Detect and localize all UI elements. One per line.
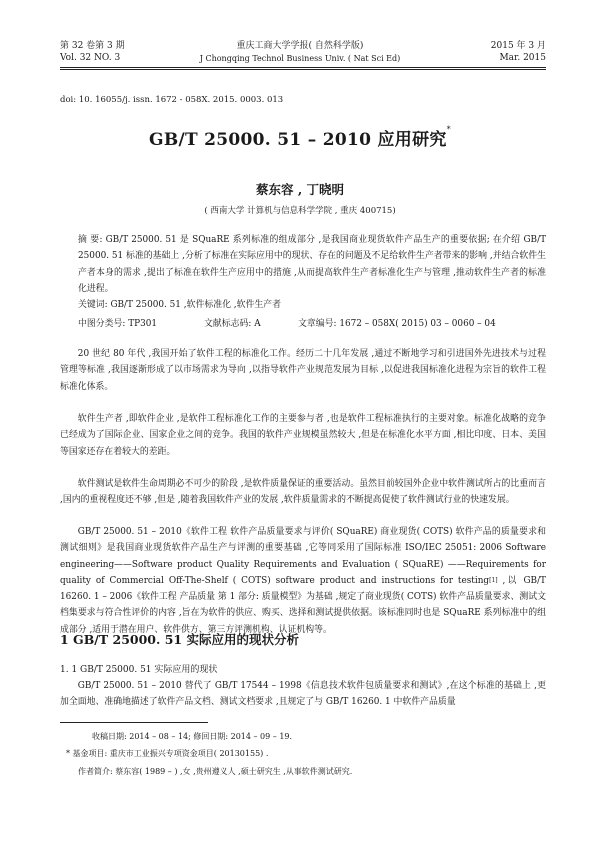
abstract-text: GB/T 25000. 51 是 SQuaRE 系列标准的组成部分 ,是我国商业现货软件产品生产的重要依据; 在介绍 GB/T 25000. 51 标准的基础上 ,分析了标准在实际应用中的现状、存在的问题及不足给软件生产者带来的影响 ,并结合软件生产者本身的需求 ,提出了标准在软件生产应用中的措施 ,从而提高软件生产者标准化生产与管理 ,推动软件生产者的标准化进程。 (78, 235, 546, 294)
section-1-heading: 1 GB/T 25000. 51 实际应用的现状分析 (60, 632, 299, 647)
clc-value: TP301 (125, 319, 158, 329)
footnote-rule (60, 722, 208, 723)
header-journal-cn: 重庆工商大学学报( 自然科学版) (236, 41, 364, 51)
clc-label: 中图分类号: (78, 319, 126, 329)
body-paragraph-3: 软件测试是软件生命周期必不可少的阶段 ,是软件质量保证的重要活动。虽然目前较国外企业中软件测试所占的比重而言 ,国内的重视程度还不够 ,但是 ,随着我国软件产业的发展 ,软件质量需求的不断提高促使了软件测试行业的快速发展。 (60, 479, 546, 506)
keywords-text: GB/T 25000. 51 ,软件标准化 ,软件生产者 (107, 300, 281, 310)
body-paragraph-1: 20 世纪 80 年代 ,我国开始了软件工程的标准化工作。经历二十几年发展 ,通过不断地学习和引进国外先进技术与过程管理等标准 ,我国逐渐形成了以市场需求为导向 ,以指导软件产业规范发展为目标 ,以促进我国标准化进程为宗旨的软件工程标准化体系。 (60, 349, 546, 392)
doc-code-label: 文献标志码: (204, 319, 252, 329)
body-paragraph-2: 软件生产者 ,即软件企业 ,是软件工程标准化工作的主要参与者 ,也是软件工程标准执行的主要对象。标准化战略的竞争已经成为了国际企业、国家企业之间的竞争。我国的软件产业规模虽然较大 ,但是在标准化水平方面 ,相比印度、日本、美国等国家还存在着较大的差距。 (60, 414, 546, 457)
paper-title (0, 125, 600, 150)
article-number-label: 文章编号: (298, 319, 337, 329)
abstract (78, 232, 546, 297)
doc-code-value: A (251, 319, 261, 329)
keywords-label: 关键词: (78, 300, 108, 310)
title-footnote-mark: * (446, 125, 451, 134)
footnote-author-bio: 作者简介: 蔡东容( 1989 – ) ,女 ,贵州遵义人 ,硕士研究生 ,从事软件测试研究. (78, 767, 353, 776)
header-date-en: Mar. 2015 (499, 53, 546, 63)
doc-code (204, 316, 261, 329)
header-journal-en: J Chongqing Technol Business Univ. ( Nat Sci Ed) (199, 54, 401, 63)
header-rule-2 (60, 69, 546, 70)
doi: doi: 10. 16055/j. issn. 1672 - 058X. 2015. 0003. 013 (60, 95, 284, 105)
abstract-label: 摘 要: (78, 235, 103, 245)
header-date-cn: 2015 年 3 月 (490, 41, 546, 51)
header-rule (60, 67, 546, 68)
section-1-1-heading: 1. 1 GB/T 25000. 51 实际应用的现状 (60, 665, 218, 675)
header-volume-en: Vol. 32 NO. 3 (60, 53, 121, 63)
footnote-received: 收稿日期: 2014 – 08 – 14; 修回日期: 2014 – 09 – 19. (92, 732, 293, 741)
body-paragraph-4 (60, 524, 546, 638)
body-paragraph-4-a: GB/T 25000. 51 – 2010《软件工程 软件产品质量要求与评价( SQuaRE) 商业现货( COTS) 软件产品的质量要求和测试细则》是我国商业现货软件产品生产与评测的重要基础 ,它等同采用了国际标准 ISO/IEC 25051: 2006 Software engineering——Software product Quality Requirements and Evaluation ( SQuaRE) ——Requirements for quality of Commercial Off-The-Shelf ( COTS) software product and instructions for testing (60, 527, 546, 586)
header-volume-cn: 第 32 卷第 3 期 (60, 41, 125, 51)
body-paragraph-4-b: ,以 GB/T 16260. 1 – 2006《软件工程 产品质量 第 1 部分: 质量模型》为基础 ,规定了商业现货( COTS) 软件产品质量要求、测试文档集要求与符合性评价的内容 ,旨在为软件的供应、购买、选择和测试提供依据。该标准同时也是 SQuaRE 系列标准中的组成部分 ,适用于潜在用户、软件供方、第三方评测机构、认证机构等。 (60, 575, 546, 635)
affiliation: ( 西南大学 计算机与信息科学学院 , 重庆 400715) (204, 206, 396, 216)
paper-title-text: GB/T 25000. 51 – 2010 应用研究 (149, 130, 447, 150)
article-number-value: 1672 – 058X( 2015) 03 – 0060 – 04 (336, 319, 496, 329)
keywords (78, 297, 281, 310)
footnote-fund: * 基金项目: 重庆市工业振兴专项资金项目( 20130155) . (66, 749, 269, 758)
citation-ref: [1] (489, 576, 498, 584)
clc (78, 316, 157, 329)
article-number (298, 316, 496, 329)
body-paragraph-5: GB/T 25000. 51 – 2010 替代了 GB/T 17544 – 1998《信息技术软件包质量要求和测试》,在这个标准的基础上 ,更加全面地、准确地描述了软件产品文档、测试文档要求 ,且规定了与 GB/T 16260. 1 中软件产品质量 (60, 681, 546, 708)
authors: 蔡东容 , 丁晓明 (255, 182, 345, 197)
